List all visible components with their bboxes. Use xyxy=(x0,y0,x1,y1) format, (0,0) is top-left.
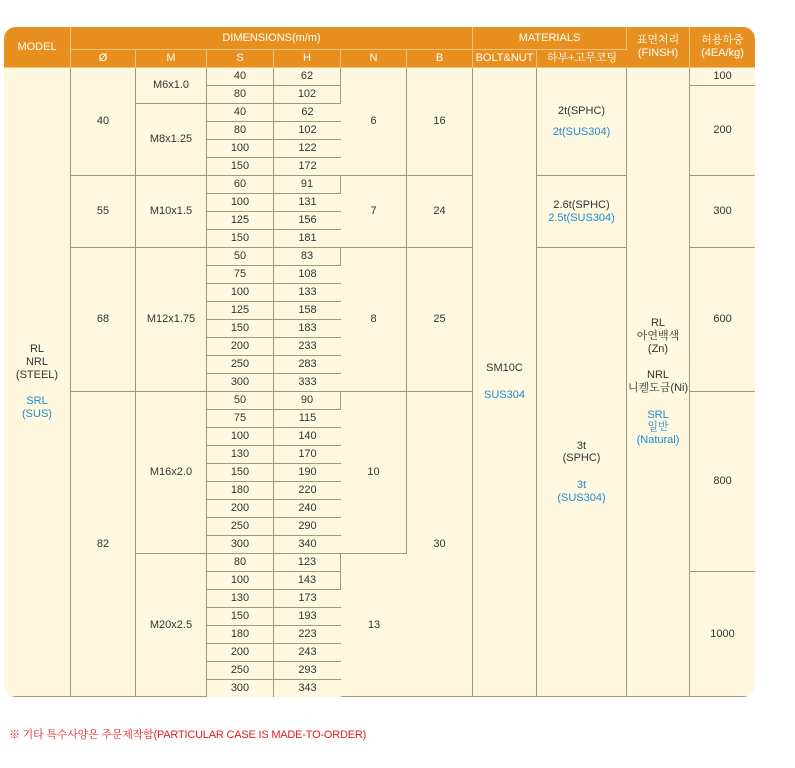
s-cell: 200 xyxy=(207,644,274,662)
model-line-sus: (SUS) xyxy=(22,407,52,420)
s-cell: 50 xyxy=(207,248,274,266)
header-m: M xyxy=(136,50,207,68)
s-cell: 75 xyxy=(207,266,274,284)
n-cell: 6 xyxy=(341,68,407,176)
bolt-sus: SUS304 xyxy=(484,389,525,401)
header-phi: Ø xyxy=(71,50,136,68)
header-finish xyxy=(627,27,690,68)
header-finish-en: (FINSH) xyxy=(637,47,679,59)
h-cell: 333 xyxy=(274,374,341,392)
h-cell: 173 xyxy=(274,590,341,608)
h-cell: 156 xyxy=(274,212,341,230)
model-cell xyxy=(4,68,71,697)
s-cell: 150 xyxy=(207,464,274,482)
h-cell: 183 xyxy=(274,320,341,338)
finish-nrl-desc: 니켈도금(Ni) xyxy=(627,382,689,394)
s-cell: 150 xyxy=(207,230,274,248)
load-cell: 300 xyxy=(690,176,755,248)
h-cell: 122 xyxy=(274,140,341,158)
h-cell: 340 xyxy=(274,536,341,554)
s-cell: 300 xyxy=(207,680,274,697)
n-cell: 10 xyxy=(341,392,407,554)
load-cell: 600 xyxy=(690,248,755,392)
finish-srl-desc: 일반(Natural) xyxy=(636,421,680,446)
h-cell: 193 xyxy=(274,608,341,626)
n-cell: 8 xyxy=(341,248,407,392)
s-cell: 300 xyxy=(207,536,274,554)
s-cell: 180 xyxy=(207,626,274,644)
h-cell: 240 xyxy=(274,500,341,518)
h-cell: 223 xyxy=(274,626,341,644)
load-cell: 100 xyxy=(690,68,755,86)
s-cell: 100 xyxy=(207,140,274,158)
s-cell: 200 xyxy=(207,338,274,356)
phi-cell: 68 xyxy=(71,248,136,392)
h-cell: 220 xyxy=(274,482,341,500)
m-cell: M12x1.75 xyxy=(136,248,207,392)
load-cell: 200 xyxy=(690,86,755,176)
n-cell: 7 xyxy=(341,176,407,248)
s-cell: 50 xyxy=(207,392,274,410)
header-dimensions: DIMENSIONS(m/m) xyxy=(71,27,473,50)
phi-cell: 82 xyxy=(71,392,136,697)
n-cell: 13 xyxy=(341,554,407,697)
header-s: S xyxy=(207,50,274,68)
h-cell: 62 xyxy=(274,104,341,122)
s-cell: 130 xyxy=(207,446,274,464)
b-cell: 30 xyxy=(407,392,473,697)
finish-rl-desc: 아연백색(Zn) xyxy=(636,330,680,355)
h-cell: 190 xyxy=(274,464,341,482)
model-line-steel: (STEEL) xyxy=(15,368,59,381)
h-cell: 83 xyxy=(274,248,341,266)
lower-sus: 2t(SUS304) xyxy=(552,125,611,138)
header-load-kr: 허용하중 xyxy=(701,34,744,47)
finish-srl: SRL xyxy=(647,408,669,421)
lower-cell xyxy=(537,248,627,697)
h-cell: 343 xyxy=(274,680,341,697)
h-cell: 108 xyxy=(274,266,341,284)
header-materials: MATERIALS xyxy=(473,27,627,50)
load-cell: 1000 xyxy=(690,572,755,697)
h-cell: 181 xyxy=(274,230,341,248)
s-cell: 125 xyxy=(207,302,274,320)
h-cell: 133 xyxy=(274,284,341,302)
header-lower-coating: 하부+고무코팅 xyxy=(537,50,627,68)
model-line-rl: RL xyxy=(29,343,45,356)
lower-cell xyxy=(537,176,627,248)
h-cell: 143 xyxy=(274,572,341,590)
load-cell: 800 xyxy=(690,392,755,572)
finish-rl: RL xyxy=(650,317,666,330)
h-cell: 102 xyxy=(274,122,341,140)
s-cell: 200 xyxy=(207,500,274,518)
s-cell: 150 xyxy=(207,608,274,626)
h-cell: 62 xyxy=(274,68,341,86)
spec-table xyxy=(4,27,755,697)
phi-cell: 40 xyxy=(71,68,136,176)
s-cell: 80 xyxy=(207,554,274,572)
s-cell: 40 xyxy=(207,104,274,122)
finish-nrl: NRL xyxy=(647,369,670,382)
b-cell: 25 xyxy=(407,248,473,392)
s-cell: 40 xyxy=(207,68,274,86)
header-h: H xyxy=(274,50,341,68)
s-cell: 300 xyxy=(207,374,274,392)
b-cell: 16 xyxy=(407,68,473,176)
m-cell: M16x2.0 xyxy=(136,392,207,554)
header-load xyxy=(690,27,755,68)
model-line-nrl: NRL xyxy=(25,356,48,369)
h-cell: 115 xyxy=(274,410,341,428)
header-b: B xyxy=(407,50,473,68)
header-load-en: (4EA/kg) xyxy=(701,47,744,59)
finish-cell xyxy=(627,68,690,697)
h-cell: 90 xyxy=(274,392,341,410)
s-cell: 125 xyxy=(207,212,274,230)
s-cell: 250 xyxy=(207,662,274,680)
h-cell: 123 xyxy=(274,554,341,572)
s-cell: 250 xyxy=(207,518,274,536)
phi-cell: 55 xyxy=(71,176,136,248)
bolt-nut-cell xyxy=(473,68,537,697)
h-cell: 290 xyxy=(274,518,341,536)
s-cell: 60 xyxy=(207,176,274,194)
s-cell: 80 xyxy=(207,122,274,140)
header-n: N xyxy=(341,50,407,68)
s-cell: 80 xyxy=(207,86,274,104)
b-cell: 24 xyxy=(407,176,473,248)
h-cell: 172 xyxy=(274,158,341,176)
lower-main-1: 3t xyxy=(576,439,587,452)
s-cell: 250 xyxy=(207,356,274,374)
footnote: ※ 기타 특수사양은 주문제작함(PARTICULAR CASE IS MADE-TO-ORDER) xyxy=(9,729,367,741)
h-cell: 131 xyxy=(274,194,341,212)
header-bolt-nut: BOLT&NUT xyxy=(473,50,537,68)
s-cell: 130 xyxy=(207,590,274,608)
header-model: MODEL xyxy=(4,27,71,68)
m-cell: M10x1.5 xyxy=(136,176,207,248)
h-cell: 91 xyxy=(274,176,341,194)
m-cell: M8x1.25 xyxy=(136,104,207,176)
s-cell: 75 xyxy=(207,410,274,428)
lower-cell xyxy=(537,68,627,176)
s-cell: 100 xyxy=(207,428,274,446)
bolt-main: SM10C xyxy=(486,362,523,375)
h-cell: 293 xyxy=(274,662,341,680)
m-cell: M20x2.5 xyxy=(136,554,207,697)
h-cell: 283 xyxy=(274,356,341,374)
h-cell: 233 xyxy=(274,338,341,356)
s-cell: 150 xyxy=(207,320,274,338)
s-cell: 100 xyxy=(207,572,274,590)
s-cell: 180 xyxy=(207,482,274,500)
s-cell: 100 xyxy=(207,284,274,302)
lower-sus-2: (SUS304) xyxy=(557,491,606,504)
lower-main: 2.6t(SPHC) xyxy=(553,198,610,211)
s-cell: 100 xyxy=(207,194,274,212)
h-cell: 140 xyxy=(274,428,341,446)
h-cell: 243 xyxy=(274,644,341,662)
h-cell: 170 xyxy=(274,446,341,464)
header-finish-kr: 표면처리 xyxy=(636,34,680,47)
model-line-srl: SRL xyxy=(26,395,48,408)
s-cell: 150 xyxy=(207,158,274,176)
lower-main: 2t(SPHC) xyxy=(557,104,606,117)
header-row-1 xyxy=(4,27,755,50)
h-cell: 158 xyxy=(274,302,341,320)
lower-sus: 2.5t(SUS304) xyxy=(548,211,615,224)
m-cell: M6x1.0 xyxy=(136,68,207,104)
lower-main-2: (SPHC) xyxy=(562,452,601,465)
table-row xyxy=(4,68,755,86)
h-cell: 102 xyxy=(274,86,341,104)
lower-sus-1: 3t xyxy=(576,479,587,491)
